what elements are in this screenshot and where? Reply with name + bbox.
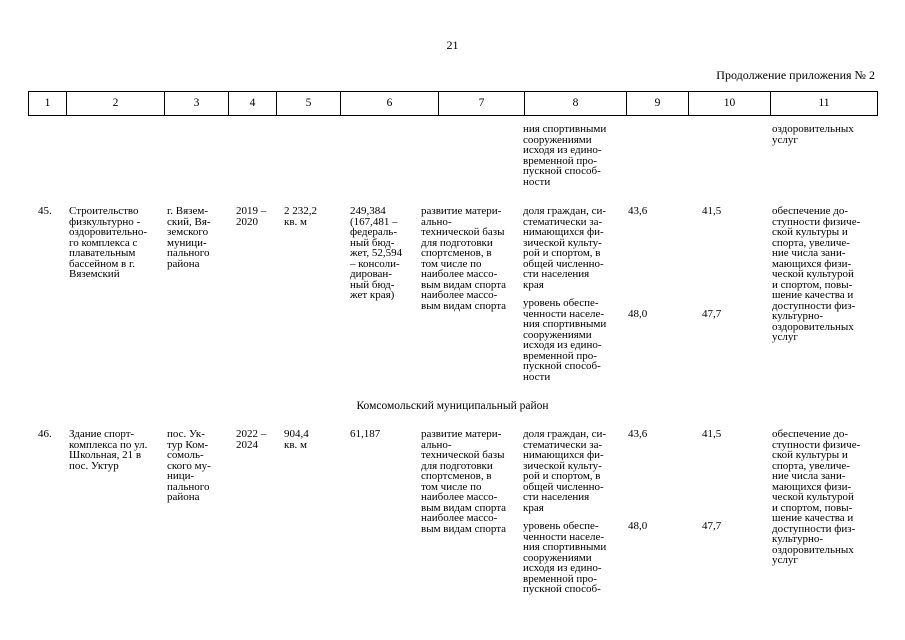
row-45-number: 45. [38,205,52,217]
row-45-indicator-1: доля граждан, си- стематически за- нимающихся фи- зической культу- рой и спортом, в общей численно- сти населения края [523,205,607,291]
header-col-8: 8 [524,92,626,115]
table-header [28,91,878,116]
row-46-indicator-1: доля граждан, си- стематически за- нимающихся фи- зической культу- рой и спортом, в общей численно- сти населения края [523,428,607,514]
header-col-4: 4 [228,92,276,115]
row-45-name: Строительство физкультурно - оздоровительно- го комплекса с плавательным бассейном в г. Вяземский [69,205,148,280]
row-46-result: обеспечение до- ступности физиче- ской культуры и спорта, увеличе- ние числа зани- мающихся физи- ческой культурой и спортом, повы- шение качества и доступности физ- культурно- оздоровительных услуг [772,428,861,566]
header-col-10: 10 [688,92,770,115]
row-45-years: 2019 – 2020 [236,205,267,228]
row-45-value-9a: 43,6 [628,205,648,217]
header-col-3: 3 [164,92,228,115]
page-number: 21 [446,38,459,52]
row-46-years: 2022 – 2024 [236,428,267,451]
header-col-9: 9 [626,92,688,115]
row-45-value-10b: 47,7 [702,308,722,320]
header-col-11: 11 [770,92,877,115]
row-46-value-9a: 43,6 [628,428,648,440]
carryover-result: оздоровительных услуг [772,123,854,146]
row-46-capacity: 904,4 кв. м [284,428,309,451]
row-46-name: Здание спорт- комплекса по ул. Школьная, 21 в пос. Уктур [69,428,148,472]
section-title: Комсомольский муниципальный район [356,400,549,412]
row-46-value-9b: 48,0 [628,520,648,532]
row-45-funding: 249,384 (167,481 – федераль- ный бюд- жет, 52,594 – консоли- дирован- ный бюд- жет края) [350,205,403,301]
header-col-7: 7 [438,92,524,115]
header-col-5: 5 [276,92,340,115]
continuation-label: Продолжение приложения № 2 [716,68,875,82]
row-46-indicator-2: уровень обеспе- ченности населе- ния спортивными сооружениями исходя из едино- временной про- пускной способ- [523,520,607,595]
row-46-number: 46. [38,428,52,440]
carryover-indicator: ния спортивными сооружениями исходя из едино- временной про- пускной способ- ности [523,123,607,188]
row-45-value-10a: 41,5 [702,205,722,217]
row-45-indicator-2: уровень обеспе- ченности населе- ния спортивными сооружениями исходя из едино- временной про- пускной способ- ности [523,297,607,383]
row-46-value-10b: 47,7 [702,520,722,532]
row-46-value-10a: 41,5 [702,428,722,440]
row-46-funding: 61,187 [350,428,381,440]
header-col-1: 1 [44,97,51,109]
header-col-6: 6 [340,92,438,115]
row-45-value-9b: 48,0 [628,308,648,320]
row-45-capacity: 2 232,2 кв. м [284,205,317,228]
row-45-result: обеспечение до- ступности физиче- ской культуры и спорта, увеличе- ние числа зани- мающихся физи- ческой культурой и спортом, повы- шение качества и доступности физ- культурно- оздоровительных услуг [772,205,861,343]
row-45-location: г. Вязем- ский, Вя- земского муници- пального района [167,205,211,270]
row-45-goal: развитие матери- ально- технической базы для подготовки спортсменов, в том числе по наиболее массо- вым видам спорта наиболее массо- вым видам спорта [421,205,507,312]
row-46-goal: развитие матери- ально- технической базы для подготовки спортсменов, в том числе по наиболее массо- вым видам спорта наиболее массо- вым видам спорта [421,428,507,535]
header-col-2: 2 [66,92,164,115]
row-46-location: пос. Ук- тур Ком- сомоль- ского му- ници- пального района [167,428,211,503]
